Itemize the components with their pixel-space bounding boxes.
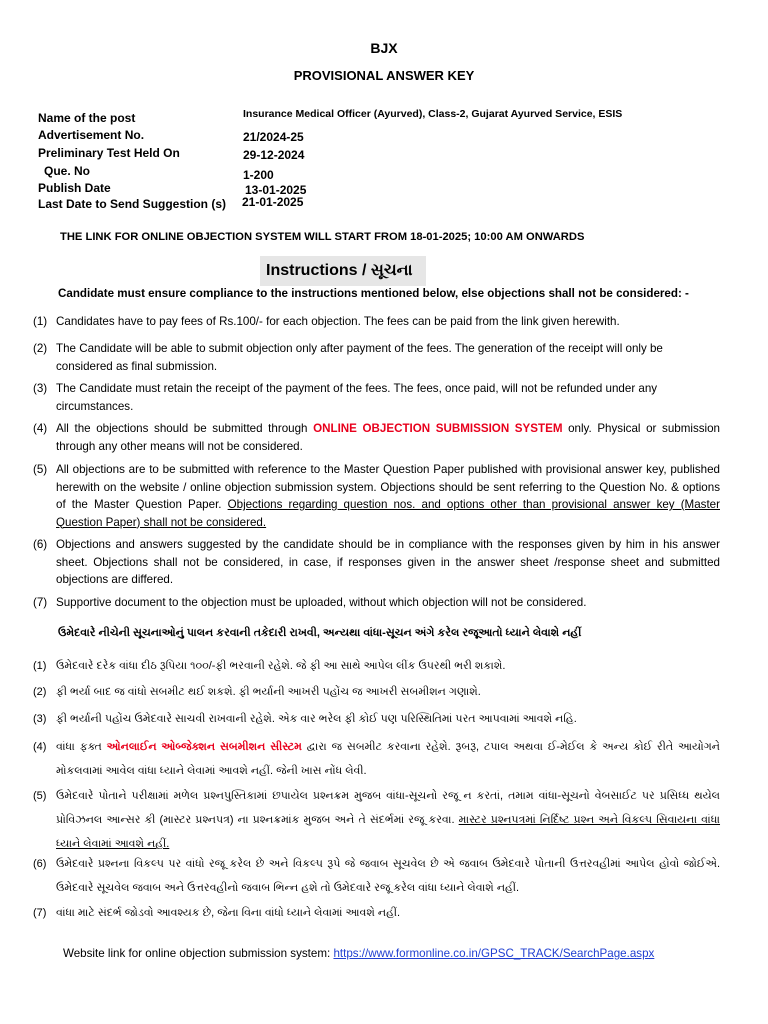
- objection-system-link[interactable]: https://www.formonline.co.in/GPSC_TRACK/SearchPage.aspx: [333, 947, 655, 960]
- underlined-rule: Objections regarding question nos. and options other than provisional answer key (Master Question Paper) shall not be considered.: [56, 498, 720, 529]
- gujarati-objection-system-highlight: ઓનલાઈન ઓબ્જેક્શન સબમીશન સીસ્ટમ: [106, 741, 302, 753]
- instruction-item: (3) The Candidate must retain the receipt of the payment of the fees. The fees, once paid, will not be refunded under any circumstances.: [33, 382, 658, 413]
- meta-value-test-date: 29-12-2024: [243, 148, 305, 162]
- gujarati-item: (5) ઉમેદવારે પોતાને પરીક્ષામાં મળેલ પ્રશ્નપુસ્તિકામાં છપાયેલ પ્રશ્નક્રમ મુજબ વાંધા-સૂચનો રજૂ ન કરતાં, તમામ વાંધા-સૂચનો વેબસાઈટ પર પ્રસિધ્ધ થયેલ પ્રોવિઝનલ આન્સર કી (માસ્ટર પ્રશ્નપત્ર) ના પ્રશ્નક્રમાંક મુજબ અને તે સંદર્ભમાં રજૂ કરવા. માસ્ટર પ્રશ્નપત્રમાં નિર્દિષ્ટ પ્રશ્ન અને વિકલ્પ સિવાયના વાંધા ધ્યાને લેવામાં આવશે નહીં.: [33, 790, 721, 850]
- instructions-heading-box: [260, 256, 426, 286]
- meta-value-last-date: 21-01-2025: [242, 195, 304, 209]
- gujarati-item: (7) વાંધા માટે સંદર્ભ જોડવો આવશ્યક છે, જેના વિના વાંધો ધ્યાને લેવામાં આવશે નહીં.: [33, 907, 401, 919]
- gujarati-item: (3) ફી ભર્યાની પહોંચ ઉમેદવારે સાચવી રાખવાની રહેશે. એક વાર ભરેલ ફી કોઈ પણ પરિસ્થિતિમાં પરત આપવામાં આવશે નહિ.: [33, 713, 577, 725]
- meta-label-post: Name of the post: [38, 111, 136, 125]
- meta-value-publish-date: 13-01-2025: [245, 183, 307, 197]
- meta-label-question-no: Que. No: [44, 164, 91, 178]
- gujarati-intro: ઉમેદવારે નીચેની સૂચનાઓનું પાલન કરવાની તકેદારી રાખવી, અન્યથા વાંધા-સૂચન અંગે કરેલ રજૂઆતો ધ્યાને લેવાશે નહીં: [58, 627, 582, 639]
- meta-label-last-date: Last Date to Send Suggestion (s): [38, 197, 227, 211]
- exam-code: BJX: [370, 40, 398, 56]
- instruction-item: (1) Candidates have to pay fees of Rs.100/- for each objection. The fees can be paid from the link given herewith.: [33, 315, 620, 328]
- meta-label-test-date: Preliminary Test Held On: [38, 146, 180, 160]
- meta-value-advertisement: 21/2024-25: [243, 130, 304, 144]
- instruction-item: (5) All objections are to be submitted with reference to the Master Question Paper published with provisional answer key, published herewith on the website / online objection submission system. Objections should be sent referring to the Question No. & options of the Master Question Paper. Objections regarding question nos. and options other than provisional answer key (Master Question Paper) shall not be considered.: [33, 463, 720, 529]
- instruction-item: (2) The Candidate will be able to submit objection only after payment of the fees. The generation of the receipt will only be considered as final submission.: [33, 342, 663, 373]
- instruction-item: (6) Objections and answers suggested by the candidate should be in compliance with the responses given by him in his answer sheet. Objections shall not be considered, in case, if responses given in the answer sheet /response sheet and submitted objections are differed.: [33, 538, 720, 586]
- footer-label: Website link for online objection submission system:: [63, 947, 334, 960]
- meta-value-question-no: 1-200: [243, 168, 274, 182]
- gujarati-item: (1) ઉમેદવારે દરેક વાંધા દીઠ રૂપિયા ૧૦૦/-ફી ભરવાની રહેશે. જે ફી આ સાથે આપેલ લીંક ઉપરથી ભરી શકાશે.: [33, 660, 506, 672]
- instruction-item: (4) All the objections should be submitted through ONLINE OBJECTION SUBMISSION SYSTEM only. Physical or submission through any other means will not be considered.: [33, 422, 721, 453]
- gujarati-item: (4) વાંધા ફક્ત ઓનલાઈન ઓબ્જેક્શન સબમીશન સીસ્ટમ દ્વારા જ સબમીટ કરવાના રહેશે. રૂબરૂ, ટપાલ અથવા ઈ-મેઈલ કે અન્ય કોઈ રીતે આયોગને મોકલવામાં આવેલ વાંધા ધ્યાને લેવામાં આવશે નહીં. જેની ખાસ નોંધ લેવી.: [33, 741, 720, 777]
- meta-value-post: Insurance Medical Officer (Ayurved), Class-2, Gujarat Ayurved Service, ESIS: [243, 108, 623, 120]
- online-objection-system-highlight: ONLINE OBJECTION SUBMISSION SYSTEM: [313, 422, 563, 435]
- instructions-heading: Instructions / સૂચના: [266, 262, 413, 279]
- meta-label-advertisement: Advertisement No.: [38, 128, 145, 142]
- gujarati-item: (6) ઉમેદવારે પ્રશ્નના વિકલ્પ પર વાંધો રજૂ કરેલ છે અને વિકલ્પ રૂપે જે જવાબ સૂચવેલ છે એ જવાબ ઉમેદવારે પોતાની ઉત્તરવહીમાં આપેલ હોવો જોઈએ. ઉમેદવારે સૂચવેલ જવાબ અને ઉત્તરવહીનો જવાબ ભિન્ન હશે તો ઉમેદવારે રજૂ કરેલ વાંધા ધ્યાને લેવાશે નહીં.: [33, 858, 720, 894]
- gujarati-item: (2) ફી ભર્યા બાદ જ વાંધો સબમીટ થઈ શકશે. ફી ભર્યાની આખરી પહોંચ જ આખરી સબમીશન ગણાશે.: [33, 686, 481, 698]
- meta-label-publish-date: Publish Date: [38, 181, 111, 195]
- instructions-intro: Candidate must ensure compliance to the instructions mentioned below, else objections shall not be considered: -: [58, 287, 689, 300]
- document-title: PROVISIONAL ANSWER KEY: [293, 68, 475, 83]
- instruction-item: (7) Supportive document to the objection must be uploaded, without which objection will not be considered.: [33, 596, 587, 609]
- gujarati-underlined-rule: માસ્ટર પ્રશ્નપત્રમાં નિર્દિષ્ટ પ્રશ્ન અને વિકલ્પ સિવાયના વાંધા ધ્યાને લેવામાં આવશે નહીં.: [56, 814, 721, 850]
- link-notice: THE LINK FOR ONLINE OBJECTION SYSTEM WILL START FROM 18-01-2025; 10:00 AM ONWARDS: [60, 231, 585, 243]
- footer-link-line: [63, 947, 743, 960]
